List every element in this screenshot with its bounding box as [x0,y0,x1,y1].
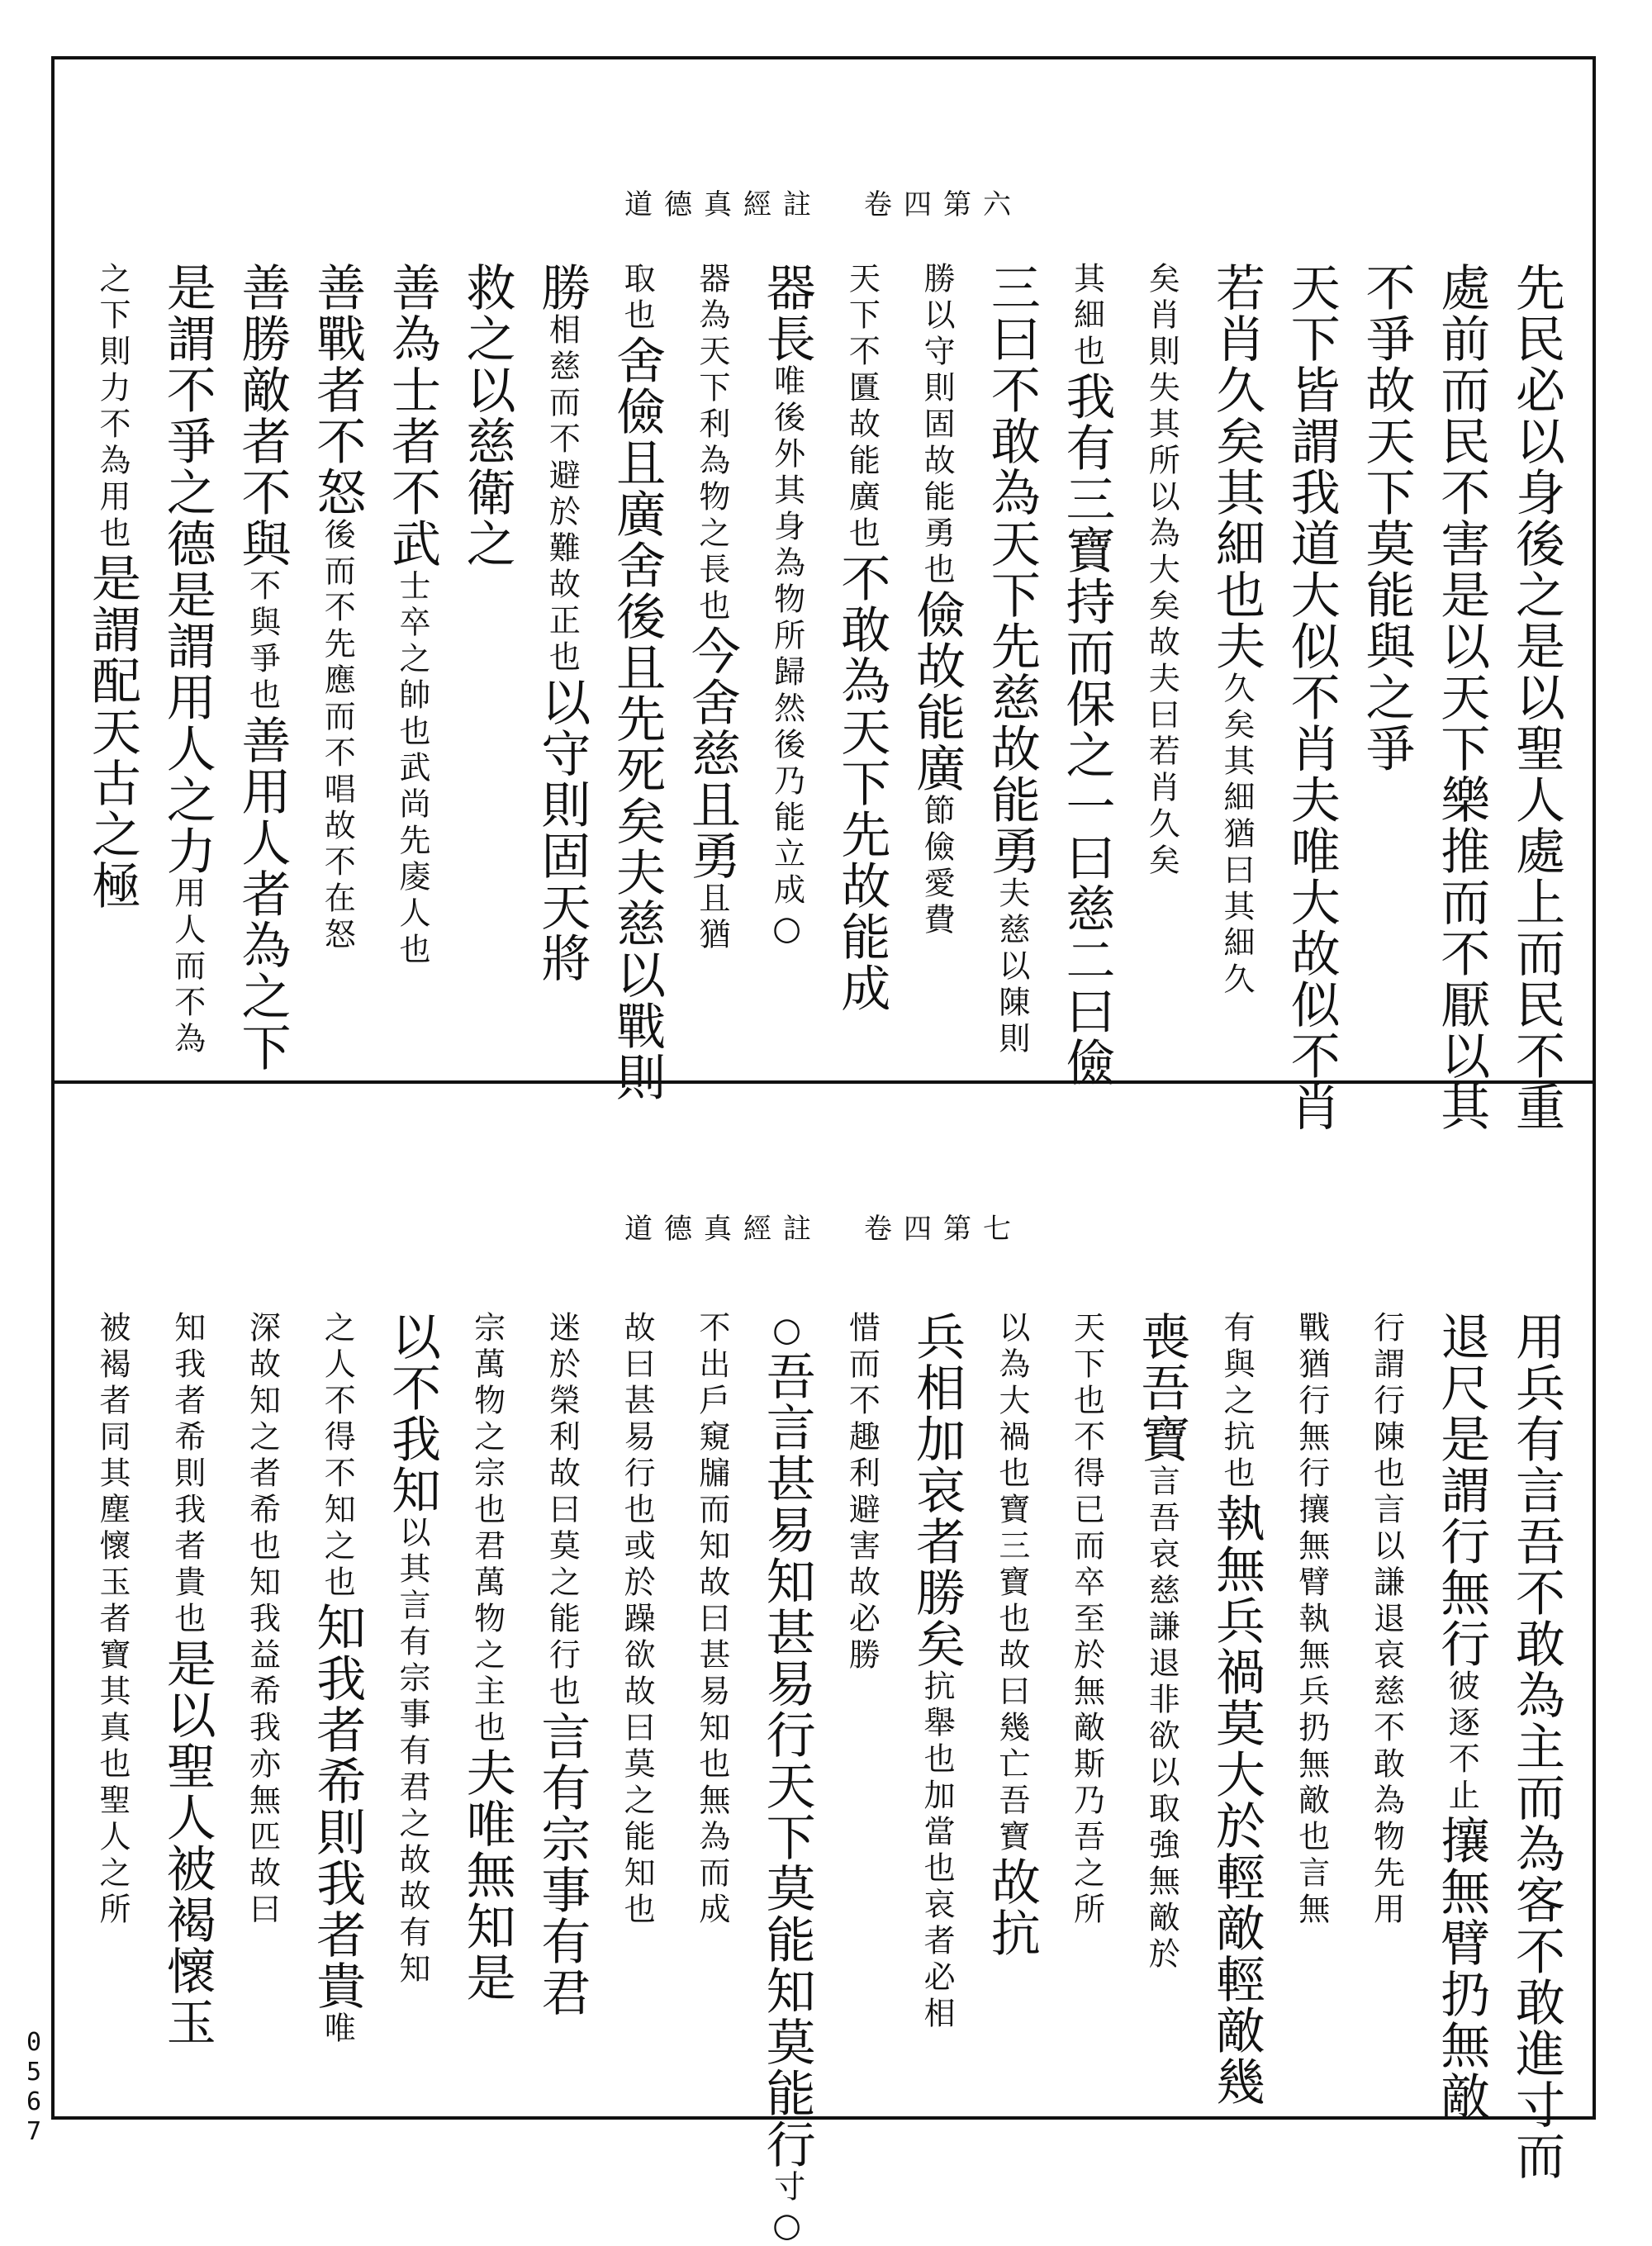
main-text: 是以聖人被褐懷玉 [158,1638,216,2048]
main-text: 以守則固天將 [533,677,591,984]
commentary-text: 用人而不為 [169,876,206,1058]
text-column [1502,1311,1569,2182]
text-column [1127,262,1194,1055]
main-text: 善戰者不怒 [308,262,367,518]
page-number [21,2028,46,2147]
main-text: 天下皆謂我道大似不肖夫唯大故似不肖 [1282,262,1341,1132]
commentary-text: 有與之抗也 [1218,1311,1256,1493]
text-column [752,262,820,1055]
main-text: 我有三寶持而保之一曰慈二曰儉 [1057,371,1116,1088]
commentary-text: 久矣其細猶曰其細久 [1218,672,1256,999]
text-column [1502,262,1569,1132]
text-column [302,262,370,1055]
commentary-text: 器為天下利為物之長也 [693,262,730,625]
text-column [827,262,895,1055]
commentary-text: 戰猶行無行攘無臂執無兵扔無敵也言無 [1293,1311,1330,1929]
main-text: 知我者希則我者貴 [308,1602,367,2011]
page-number-digit: 5 [26,2058,42,2087]
text-column [78,1311,145,2087]
commentary-text: 不出戶窺牖而知故曰甚易知也無為而成 [693,1311,730,1929]
section-marker: ○ [767,1311,806,1351]
commentary-text: 行謂行陳也言以謙退哀慈不敢為物先用 [1368,1311,1405,1929]
text-column [227,1311,295,2087]
text-column [302,1311,370,2087]
text-column [1277,1311,1345,2087]
main-text: 退尺是謂行無行 [1432,1311,1491,1669]
commentary-text: 節儉愛費 [919,794,956,939]
text-column [527,262,595,1055]
main-text: 用兵有言吾不敢為主而為客不敢進寸而 [1507,1311,1565,2182]
commentary-text: 言吾哀慈謙退非欲以取強無敵於 [1143,1465,1180,1973]
main-text: 善勝敵者不與 [233,262,292,569]
commentary-text: 唯 [319,2011,356,2048]
text-column [1202,262,1270,1055]
text-column [1427,1311,1494,2122]
page-number-digit: 7 [26,2117,42,2146]
page-frame [51,56,1596,2246]
text-column [153,1311,221,2087]
text-column [827,1311,895,2087]
text-column [902,262,970,1055]
main-text: 攘無臂扔無敵 [1432,1815,1491,2122]
text-column [78,262,145,1055]
commentary-text: 勝以守則固故能勇也 [919,262,956,589]
bottom-text-columns [78,1311,1569,2246]
commentary-text: 之下則力不為用也 [94,262,131,553]
text-column [527,1311,595,2087]
main-text: 勝 [533,262,591,313]
main-text: 儉故能廣 [908,589,966,794]
page-number-digit: 0 [26,2028,42,2057]
main-text: 夫唯無知是 [458,1747,516,2003]
text-column [602,1311,670,2087]
commentary-text: 被褐者同其塵懷玉者寶其真也聖人之所 [94,1311,131,1929]
commentary-text: 彼逐不止 [1443,1669,1480,1815]
main-text: 是謂配天古之極 [83,553,141,911]
commentary-text: 知我者希則我者貴也 [169,1311,206,1638]
text-column [1127,1311,1194,2087]
main-text: 救之以慈衛之 [458,262,516,569]
text-column [752,1311,820,2246]
top-panel [55,59,1593,1132]
top-header-section: 卷四第六 [864,188,1023,221]
text-column [377,1311,445,2087]
main-text: 先民必以身後之是以聖人處上而民不重 [1507,262,1565,1132]
main-text: 執無兵禍莫大於輕敵輕敵幾 [1208,1493,1266,2107]
bottom-panel [55,1084,1593,2246]
main-text: 故抗 [982,1856,1041,1959]
main-text: 舍儉且廣舍後且先死矣夫慈以戰則 [608,335,667,1103]
commentary-text: 後而不先應而不唱故不在怒 [319,518,356,954]
text-column [227,262,295,1073]
commentary-text: 天下也不得已而卒至於無敵斯乃吾之所 [1068,1311,1105,1929]
commentary-text: 天下不匱故能廣也 [843,262,881,553]
main-text: 以不我知 [382,1311,441,1516]
commentary-text: 以其言有宗事有君之故故有知 [393,1516,430,1988]
commentary-text: 矣肖則失其所以為大矣故夫曰若肖久矣 [1143,262,1180,880]
main-text: 不敢為天下先故能成 [833,553,891,1014]
text-column [1277,262,1345,1132]
main-text: 處前而民不害是以天下樂推而不厭以其 [1432,262,1491,1132]
text-column [1052,262,1120,1088]
text-column [977,1311,1045,2087]
commentary-text: 夫慈以陳則 [993,876,1030,1058]
top-running-header [55,182,1593,222]
commentary-text: 迷於榮利故曰莫之能行也 [544,1311,581,1711]
text-column [677,1311,745,2087]
text-column [1427,262,1494,1132]
main-text: 善為士者不武 [382,262,441,569]
commentary-text: 且猶 [693,881,730,954]
main-text: 今舍慈且勇 [682,625,741,881]
text-column [1351,1311,1419,2087]
text-column [1052,1311,1120,2087]
text-column [153,262,221,1058]
main-text: 言有宗事有君 [533,1711,591,2018]
main-text: 不爭故天下莫能與之爭 [1357,262,1416,774]
main-text: 器長 [757,262,816,364]
commentary-text: 之人不得不知之也 [319,1311,356,1602]
commentary-text: 寸 [768,2170,805,2206]
commentary-text: 士卒之帥也武尚先庱人也 [393,569,430,969]
commentary-text: 惜而不趣利避害故必勝 [843,1311,881,1674]
section-marker: ○ [767,2206,806,2246]
main-text: 是謂不爭之德是謂用人之力 [158,262,216,876]
text-column [902,1311,970,2087]
commentary-text: 故曰甚易行也或於躁欲故曰莫之能知也 [619,1311,656,1929]
section-marker: ○ [767,909,806,949]
main-text: 三曰不敢為天下先慈故能勇 [982,262,1041,876]
top-header-title: 道德真經註 [624,188,823,221]
main-text: 善用人者為之下 [233,715,292,1073]
commentary-text: 取也 [619,262,656,335]
commentary-text: 以為大禍也寶三寶也故曰幾亡吾寶 [993,1311,1030,1856]
commentary-text: 深故知之者希也知我益希我亦無匹故曰 [244,1311,281,1929]
text-column [977,262,1045,1058]
commentary-text: 抗舉也加當也哀者必相 [919,1669,956,2033]
text-column [1202,1311,1270,2107]
text-column [677,262,745,1055]
commentary-text: 相慈而不避於難故正也 [544,313,581,677]
commentary-text: 其細也 [1068,262,1105,371]
text-column [377,262,445,1055]
text-column [602,262,670,1103]
main-text: 吾言甚易知甚易行天下莫能知莫能行 [757,1351,816,2170]
commentary-text: 宗萬物之宗也君萬物之主也 [468,1311,506,1747]
bottom-header-section: 卷四第七 [864,1213,1023,1246]
commentary-text: 不與爭也 [244,569,281,715]
bottom-header-title: 道德真經註 [624,1213,823,1246]
text-column [1351,262,1419,1055]
text-column [453,262,520,1055]
main-text: 喪吾寶 [1132,1311,1191,1465]
text-column [453,1311,520,2087]
main-text: 兵相加哀者勝矣 [908,1311,966,1669]
top-text-columns [78,262,1569,1132]
commentary-text: 唯後外其身為物所歸然後乃能立成 [768,364,805,909]
bottom-running-header [55,1206,1593,1246]
main-text: 若肖久矣其細也夫 [1208,262,1266,672]
page-number-digit: 6 [26,2087,42,2116]
